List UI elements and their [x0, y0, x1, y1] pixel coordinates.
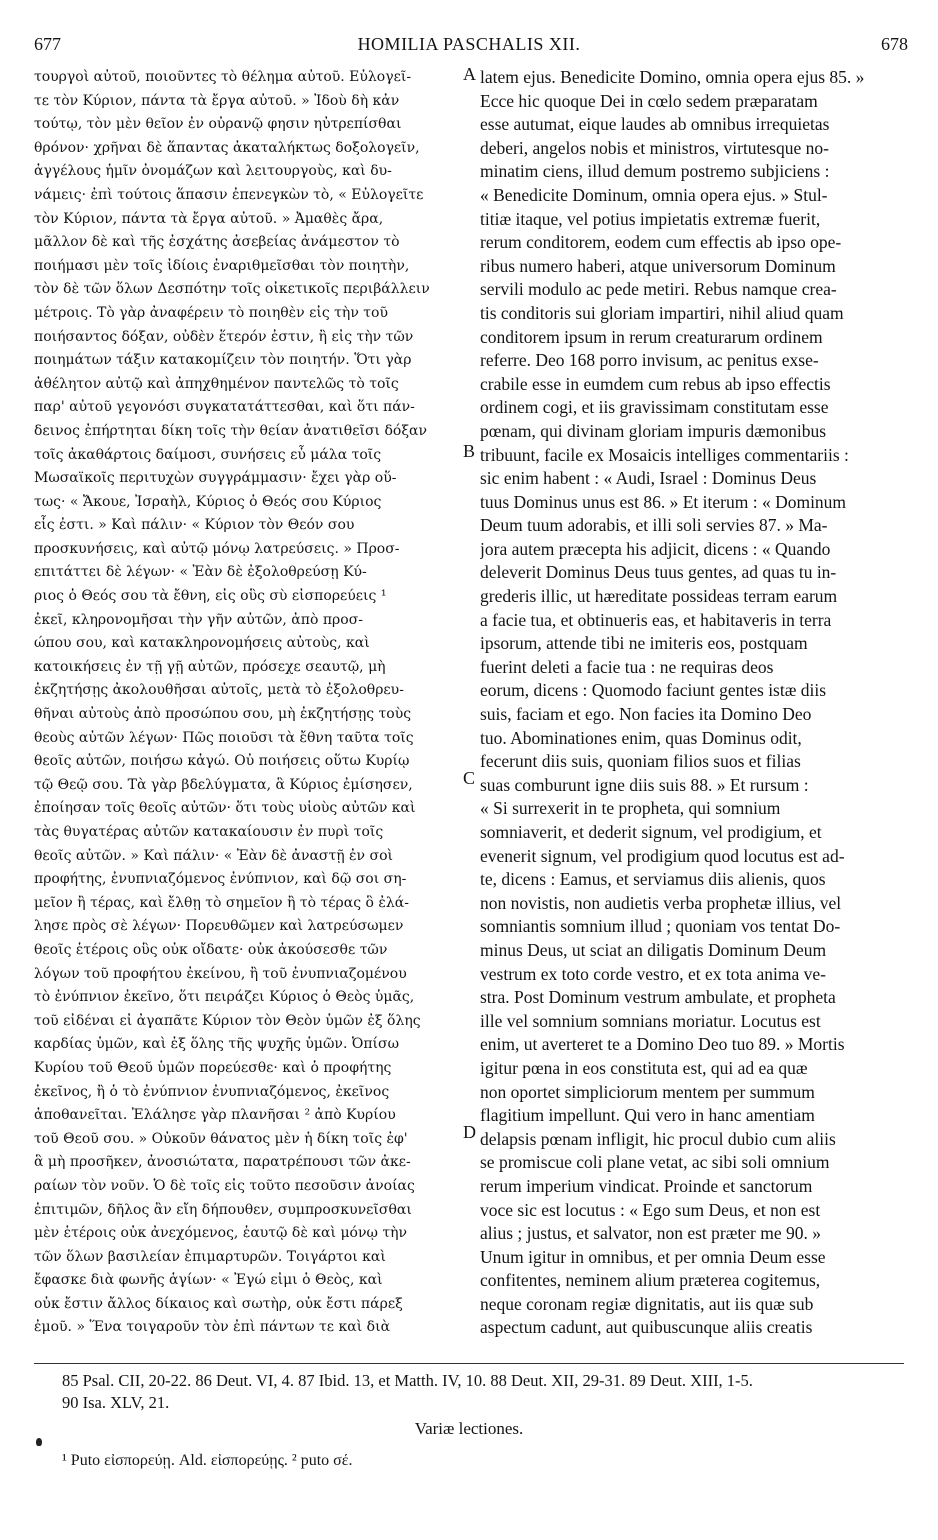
footnote-line: 85 Psal. CII, 20-22. 86 Deut. VI, 4. 87 Ibid. 13, et Matth. IV, 10. 88 Deut. XII, 29-31. 89 Deut. XIII, 1-5.: [62, 1371, 753, 1390]
latin-text-line: voce sic est locutus : « Ego sum Deus, et non est: [480, 1199, 821, 1220]
greek-text-line: λησε πρὸς σὲ λέγων· Πορευθῶμεν καὶ λατρεύσωμεν: [34, 918, 404, 935]
latin-text-line: tis conditoris sui gloriam impartiri, nihil aliud quam: [480, 302, 844, 323]
greek-text-line: ἐκεῖνος, ἢ ὁ τὸ ἐνύπνιον ἐνυπνιαζόμενος, ἐκεῖνος: [34, 1083, 390, 1100]
latin-text-line: rerum imperium vindicat. Proinde et sanctorum: [480, 1175, 813, 1196]
greek-text-line: ἀθέλητον αὐτῷ καὶ ἀπηχθημένον παντελῶς τὸ τοῖς: [34, 375, 399, 392]
latin-text-line: servili modulo ac pede metiri. Rebus namque crea-: [480, 279, 837, 300]
latin-text-line: pœnam, qui divinam gloriam impuris dæmonibus: [480, 420, 827, 441]
page-header: [0, 34, 938, 58]
latin-text-line: ille vel somnium somnians moriatur. Locutus est: [480, 1010, 821, 1031]
latin-text-line: latem ejus. Benedicite Domino, omnia opera ejus 85. »: [480, 67, 865, 87]
latin-text-line: fuerint deleti a facie tua : ne requiras deos: [480, 656, 774, 677]
greek-text-line: ἐπιτιμῶν, δῆλος ἂν εἴη δήπουθεν, συμπροσκυνεῖσθαι: [34, 1201, 412, 1218]
greek-text-line: τουργοὶ αὐτοῦ, ποιοῦντες τὸ θέλημα αὐτοῦ. Εὐλογεῖ-: [34, 69, 412, 85]
running-title: HOMILIA PASCHALIS XII.: [357, 34, 581, 54]
greek-text-line: ἀγγέλους ἡμῖν ὀνομάζων καὶ λειτουργοὺς, καὶ δυ-: [34, 163, 392, 180]
greek-text-line: τῷ Θεῷ σου. Τὰ γὰρ βδελύγματα, ἃ Κύριος ἐμίσησεν,: [34, 776, 413, 793]
latin-text-line: delapsis pœnam infligit, hic procul dubio cum aliis: [480, 1128, 836, 1149]
greek-text-line: ἀποθανεῖται. Ἐλάλησε γὰρ πλανῆσαι ² ἀπὸ Κυρίου: [34, 1107, 396, 1124]
greek-text-line: τε τὸν Κύριον, πάντα τὰ ἔργα αὐτοῦ. » Ἰδοὺ δὴ κἀν: [34, 92, 400, 109]
variae-lectiones-title: Variæ lectiones.: [414, 1419, 524, 1438]
latin-text-line: enim, ut averteret te a Domino Deo tuo 89. » Mortis: [480, 1034, 845, 1055]
latin-text-line: ordinem cogi, et iis gravissimam constitutam esse: [480, 397, 829, 418]
greek-text-line: τοῖς ἀκαθάρτοις δαίμοσι, συνήσεις εὖ μάλα τοῖς: [34, 446, 382, 463]
latin-text-line: titiæ itaque, vel potius impietatis extremæ fuerit,: [480, 208, 821, 229]
latin-text-line: evenerit signum, vel prodigium quod locutus est ad-: [480, 845, 845, 866]
latin-text-line: minus Deus, ut sciat an diligatis Dominum Deum: [480, 939, 827, 960]
greek-text-line: ἐκεῖ, κληρονομῆσαι τὴν γῆν αὐτῶν, ἀπὸ προσ-: [34, 611, 363, 628]
variae-lectiones-note: ¹ Puto εἰσπορεύῃ. Ald. εἰσπορεύῃς. ² puto σέ.: [62, 1452, 353, 1469]
greek-text-line: Κυρίου τοῦ Θεοῦ ὑμῶν πορεύεσθε· καὶ ὁ προφήτης: [34, 1059, 392, 1076]
latin-text-line: « Benedicite Dominum, omnia opera ejus. » Stul-: [480, 184, 828, 205]
latin-text-line: ipsorum, attende tibi ne imiteris eos, postquam: [480, 633, 808, 654]
greek-text-line: τούτῳ, τὸν μὲν θεῖον ἐν οὐρανῷ φησιν ηὐτρεπίσθαι: [34, 116, 402, 133]
greek-text-line: ἐκζητήσῃς ἀκολουθῆσαι αὐτοῖς, μετὰ τὸ ἐξολοθρευ-: [34, 682, 404, 699]
right-page-number: 678: [881, 34, 908, 54]
greek-text-line: θεοὺς αὐτῶν λέγων· Πῶς ποιοῦσι τὰ ἔθνη ταῦτα τοῖς: [34, 729, 414, 746]
latin-text-line: esse autumat, eique laudes ab omnibus irrequietas: [480, 114, 830, 135]
greek-text-line: τῶν ὅλων βασιλείαν ἐπιμαρτυρῶν. Τοιγάρτοι καὶ: [34, 1248, 386, 1265]
latin-text-line: non novistis, non audietis verba prophetæ illius, vel: [480, 892, 842, 913]
greek-text-line: τὰς θυγατέρας αὐτῶν κατακαίουσιν ἐν πυρὶ τοῖς: [34, 824, 384, 840]
latin-text-line: conditorem ipsum in rerum creaturarum ordinem: [480, 326, 823, 347]
greek-text-line: ποιήσαντος δόξαν, οὐδὲν ἕτερόν ἐστιν, ἢ εἰς τὴν τῶν: [34, 328, 414, 345]
greek-text-line: ραίων τὸν νοῦν. Ὁ δὲ τοῖς εἰς τοῦτο πεσοῦσιν ἀνοίας: [34, 1177, 415, 1194]
greek-text-column: [34, 66, 459, 1340]
latin-text-line: aspectum cadunt, aut quibuscunque aliis creatis: [480, 1317, 813, 1338]
greek-text-line: επιτάττει δὲ λέγων· « Ἐὰν δὲ ἐξολοθρεύσῃ Κύ-: [34, 564, 367, 581]
latin-text-line: tuus Dominus unus est 86. » Et iterum : « Dominum: [480, 491, 847, 512]
latin-text-line: deleverit Dominus Deus tuus gentes, ad quas tu in-: [480, 562, 837, 583]
margin-letter-d: D: [463, 1122, 476, 1142]
greek-text-line: ριος ὁ Θεός σου τὰ ἔθνη, εἰς οὓς σὺ εἰσπορεύεις ¹: [34, 588, 387, 605]
latin-text-line: tribuunt, facile ex Mosaicis intelliges commentariis :: [480, 444, 849, 465]
latin-text-line: a facie tua, et obtinueris eas, et habitaveris in terra: [480, 609, 832, 630]
latin-text-line: suas comburunt igne diis suis 88. » Et rursum :: [480, 774, 809, 795]
footnote-line: 90 Isa. XLV, 21.: [62, 1393, 170, 1412]
margin-letter-c: C: [463, 768, 476, 788]
greek-text-line: κατοικήσεις ἐν τῇ γῇ αὐτῶν, πρόσεχε σεαυτῷ, μὴ: [34, 658, 386, 675]
greek-text-line: μὲν ἑτέροις οὐκ ἀνεχόμενος, ἑαυτῷ δὲ καὶ μόνῳ τὴν: [34, 1225, 407, 1242]
latin-text-line: sic enim habent : « Audi, Israel : Dominus Deus: [480, 468, 817, 489]
greek-text-line: τως· « Ἄκουε, Ἰσραὴλ, Κύριος ὁ Θεός σου Κύριος: [34, 493, 382, 510]
greek-text-line: ποιημάτων τάξιν κατακομίζειν τὸν ποιητήν. Ὅτι γὰρ: [34, 352, 412, 369]
latin-text-line: minatim ciens, illud demum postremo subjiciens :: [480, 161, 830, 182]
latin-text-line: Ecce hic quoque Dei in cœlo sedem præparatam: [480, 90, 818, 111]
greek-text-line: λόγων τοῦ προφήτου ἐκείνου, ἢ τοῦ ἐνυπνιαζομένου: [34, 965, 407, 982]
latin-text-line: deberi, angelos nobis et ministros, virtutesque no-: [480, 137, 829, 158]
latin-text-line: jora autem præcepta his adjicit, dicens : « Quando: [480, 538, 831, 559]
latin-text-line: non oportet simpliciorum mentem per summum: [480, 1081, 815, 1102]
greek-text-line: ώπου σου, καὶ κατακληρονομήσεις αὐτοὺς, καὶ: [34, 635, 370, 652]
greek-text-line: εἷς ἐστι. » Καὶ πάλιν· « Κύριον τὸν Θεόν σου: [34, 517, 355, 534]
greek-text-line: ποιήμασι μὲν τοῖς ἰδίοις ἐναριθμεῖσθαι τὸν ποιητὴν,: [34, 257, 410, 274]
footnote-divider: [34, 1363, 904, 1364]
greek-text-line: προσκυνήσεις, καὶ αὐτῷ μόνῳ λατρεύσεις. » Προσ-: [34, 540, 400, 557]
latin-text-column: [480, 66, 905, 1340]
latin-text-line: ribus numero haberi, atque universorum Dominum: [480, 255, 836, 276]
latin-text-line: stra. Post Dominum vestrum ambulate, et propheta: [480, 987, 836, 1008]
greek-text-line: τοῦ εἰδέναι εἰ ἀγαπᾶτε Κύριον τὸν Θεὸν ὑμῶν ἐξ ὅλης: [34, 1012, 421, 1029]
latin-text-line: somniantis somnium illud ; quoniam vos tentat Do-: [480, 916, 841, 937]
greek-text-line: παρ' αὐτοῦ γεγονόσι συγκατατάττεσθαι, καὶ ὅτι πάν-: [34, 399, 415, 416]
greek-text-line: μεῖον ἢ τέρας, καὶ ἔλθῃ τὸ σημεῖον ἢ τὸ τέρας ὃ ἐλά-: [34, 894, 409, 911]
latin-text-line: « Si surrexerit in te propheta, qui somnium: [480, 798, 781, 819]
latin-text-line: Deum tuum adorabis, et illi soli servies 87. » Ma-: [480, 515, 828, 536]
latin-text-line: vestrum ex toto corde vestro, et ex tota anima ve-: [480, 963, 826, 984]
latin-text-line: referre. Deo 168 porro invisum, ac penitus exse-: [480, 350, 819, 371]
greek-text-line: νάμεις· ἐπὶ τούτοις ἅπασιν ἐπενεγκὼν τὸ, « Εὐλογεῖτε: [34, 186, 424, 203]
greek-text-line: ἃ μὴ προσῆκεν, ἀνοσιώτατα, παρατρέπουσι τῶν ἀκε-: [34, 1154, 411, 1171]
latin-text-line: rerum conditorem, eodem cum effectis ab ipso ope-: [480, 232, 842, 253]
greek-text-line: ἔφασκε διὰ φωνῆς ἁγίων· « Ἐγώ εἰμι ὁ Θεὸς, καὶ: [34, 1272, 383, 1289]
latin-text-line: eorum, dicens : Quomodo faciunt gentes istæ diis: [480, 680, 827, 701]
margin-letter-a: A: [463, 64, 476, 84]
greek-text-line: θῆναι αὐτοὺς ἀπὸ προσώπου σου, μὴ ἐκζητήσῃς τοὺς: [34, 706, 412, 723]
greek-text-line: μᾶλλον δὲ καὶ τῆς ἐσχάτης ἀσεβείας ἀνάμεστον τὸ: [34, 234, 400, 251]
greek-text-line: θρόνον· χρῆναι δὲ ἅπαντας ἀκαταλήκτως δοξολογεῖν,: [34, 139, 420, 156]
greek-text-line: τὸ ἐνύπνιον ἐκεῖνο, ὅτι πειράζει Κύριος ὁ Θεὸς ὑμᾶς,: [34, 989, 415, 1006]
latin-text-line: flagitium impellunt. Qui vero in hanc amentiam: [480, 1105, 815, 1126]
latin-text-line: igitur pœna in eos constituta est, qui ad ea quæ: [480, 1057, 808, 1078]
greek-text-line: τὸν Κύριον, πάντα τὰ ἔργα αὐτοῦ. » Ἀμαθὲς ἄρα,: [34, 210, 384, 227]
margin-letter-b: B: [463, 441, 476, 461]
greek-text-line: Μωσαϊκοῖς περιτυχὼν συγγράμμασιν· ἔχει γὰρ οὕ-: [34, 470, 397, 487]
latin-text-line: suis, faciam et ego. Non facies ita Domino Deo: [480, 704, 812, 725]
greek-text-line: καρδίας ὑμῶν, καὶ ἐξ ὅλης τῆς ψυχῆς ὑμῶν. Ὀπίσω: [34, 1036, 399, 1053]
latin-text-line: tuo. Abominationes enim, quas Dominus odit,: [480, 727, 802, 748]
latin-text-line: alius ; justus, et salvator, non est præter me 90. »: [480, 1223, 821, 1244]
greek-text-line: ἐποίησαν τοῖς θεοῖς αὐτῶν· ὅτι τοὺς υἱοὺς αὐτῶν καὶ: [34, 800, 416, 817]
greek-text-line: θεοῖς αὐτῶν, ποιήσω κἀγώ. Οὐ ποιήσεις οὕτω Κυρίῳ: [34, 753, 410, 770]
left-page-number: 677: [34, 34, 61, 54]
latin-text-line: crabile esse in eumdem cum rebus ab ipso effectis: [480, 373, 831, 394]
latin-text-line: confitentes, neminem alium præterea cogitemus,: [480, 1270, 821, 1291]
latin-text-line: te, dicens : Eamus, et serviamus diis alienis, quos: [480, 869, 826, 890]
greek-text-line: ἐμοῦ. » Ἕνα τοιγαροῦν τὸν ἐπὶ πάντων τε καὶ διὰ: [34, 1319, 391, 1336]
greek-text-line: προφήτης, ἐνυπνιαζόμενος ἐνύπνιον, καὶ δῷ σοι ση-: [34, 871, 407, 888]
greek-text-line: θεοῖς αὐτῶν. » Καὶ πάλιν· « Ἐὰν δὲ ἀναστῇ ἐν σοὶ: [34, 847, 393, 864]
latin-text-line: Unum igitur in omnibus, et per omnia Deum esse: [480, 1246, 826, 1267]
latin-text-line: fecerunt diis suis, quoniam filios suos et filias: [480, 751, 801, 772]
latin-text-line: somniaverit, et dederit signum, vel prodigium, et: [480, 822, 822, 842]
greek-text-line: τὸν δὲ τῶν ὅλων Δεσπότην τοῖς οἰκετικοῖς περιβάλλειν: [34, 281, 430, 298]
greek-text-line: θεοῖς ἑτέροις οὓς οὐκ οἴδατε· οὐκ ἀκούσεσθε τῶν: [34, 941, 388, 958]
greek-text-line: δεινος ἐπήρτηται δίκη τοῖς τὴν θείαν ἀνατιθεῖσι δόξαν: [34, 422, 427, 439]
greek-text-line: μέτροις. Τὸ γὰρ ἀναφέρειν τὸ ποιηθὲν εἰς τὴν τοῦ: [34, 304, 388, 321]
greek-text-line: τοῦ Θεοῦ σου. » Οὐκοῦν θάνατος μὲν ἡ δίκη τοῖς ἐφ': [34, 1130, 408, 1147]
latin-text-line: grederis illic, ut hæreditate possideas terram earum: [480, 586, 838, 607]
ink-dot: [36, 1438, 42, 1446]
latin-text-line: se promiscue coli plane vetat, ac sibi soli omnium: [480, 1152, 830, 1173]
greek-text-line: οὐκ ἔστιν ἄλλος δίκαιος καὶ σωτὴρ, οὐκ ἔστι πάρεξ: [34, 1295, 403, 1312]
latin-text-line: neque coronam regiæ dignitatis, aut iis quæ sub: [480, 1293, 814, 1314]
